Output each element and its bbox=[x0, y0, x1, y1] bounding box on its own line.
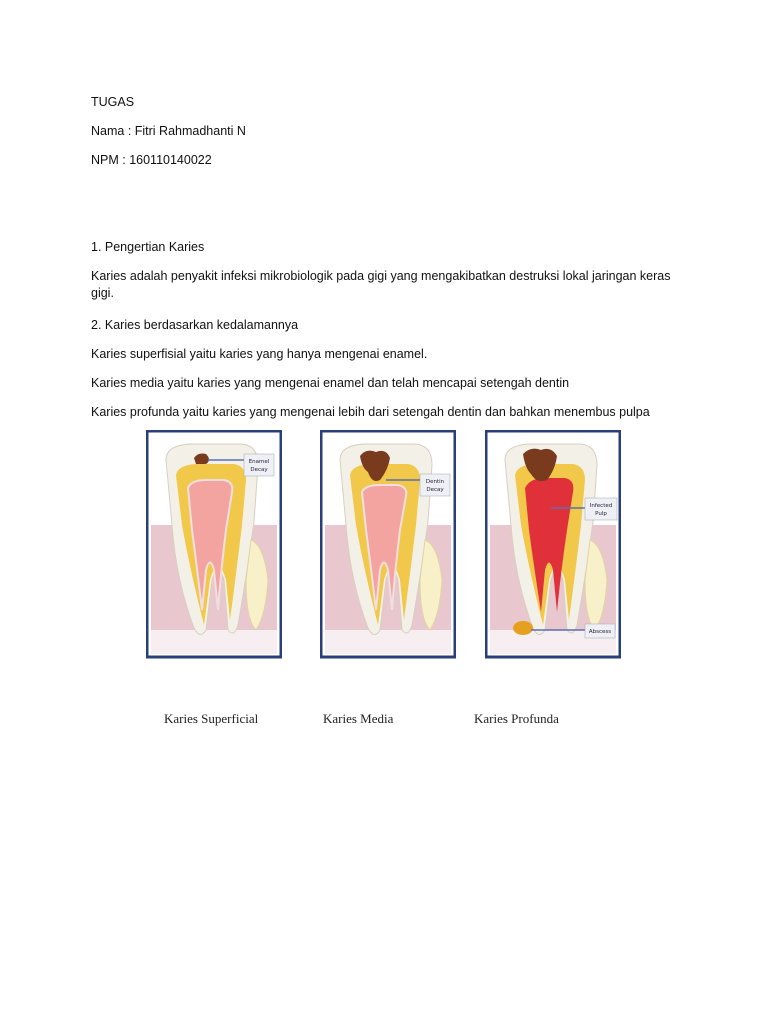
figure-label: Enamel bbox=[248, 459, 270, 465]
tooth-figure-profunda bbox=[485, 430, 621, 660]
document-title: TUGAS bbox=[91, 95, 135, 109]
section-heading-depth: 2. Karies berdasarkan kedalamannya bbox=[91, 318, 299, 332]
figure-label: Pulp bbox=[595, 511, 607, 517]
definition-paragraph: Karies adalah penyakit infeksi mikrobiologik pada gigi yang mengakibatkan destruksi lokal jaringan keras gigi. bbox=[91, 269, 671, 300]
student-npm: NPM : 160110140022 bbox=[91, 153, 212, 167]
figure-caption-profunda: Karies Profunda bbox=[474, 711, 559, 726]
figure-label: Decay bbox=[426, 487, 444, 493]
figure-label: Dentin bbox=[425, 479, 445, 485]
figure-caption-superficial: Karies Superficial bbox=[164, 711, 259, 726]
figure-label: Decay bbox=[250, 467, 268, 473]
student-name: Nama : Fitri Rahmadhanti N bbox=[91, 124, 246, 138]
media-paragraph: Karies media yaitu karies yang mengenai enamel dan telah mencapai setengah dentin bbox=[91, 376, 570, 390]
section-heading-definition: 1. Pengertian Karies bbox=[91, 240, 205, 254]
tooth-figure-superficial bbox=[146, 430, 282, 660]
figure-caption-media: Karies Media bbox=[323, 711, 394, 726]
superficial-paragraph: Karies superfisial yaitu karies yang hanya mengenai enamel. bbox=[91, 347, 428, 361]
figure-label: Infected bbox=[589, 503, 613, 509]
figure-label: Abscess bbox=[588, 629, 612, 635]
profunda-paragraph: Karies profunda yaitu karies yang mengenai lebih dari setengah dentin dan bahkan menembus pulpa bbox=[91, 405, 650, 419]
tooth-figure-media bbox=[320, 430, 456, 660]
